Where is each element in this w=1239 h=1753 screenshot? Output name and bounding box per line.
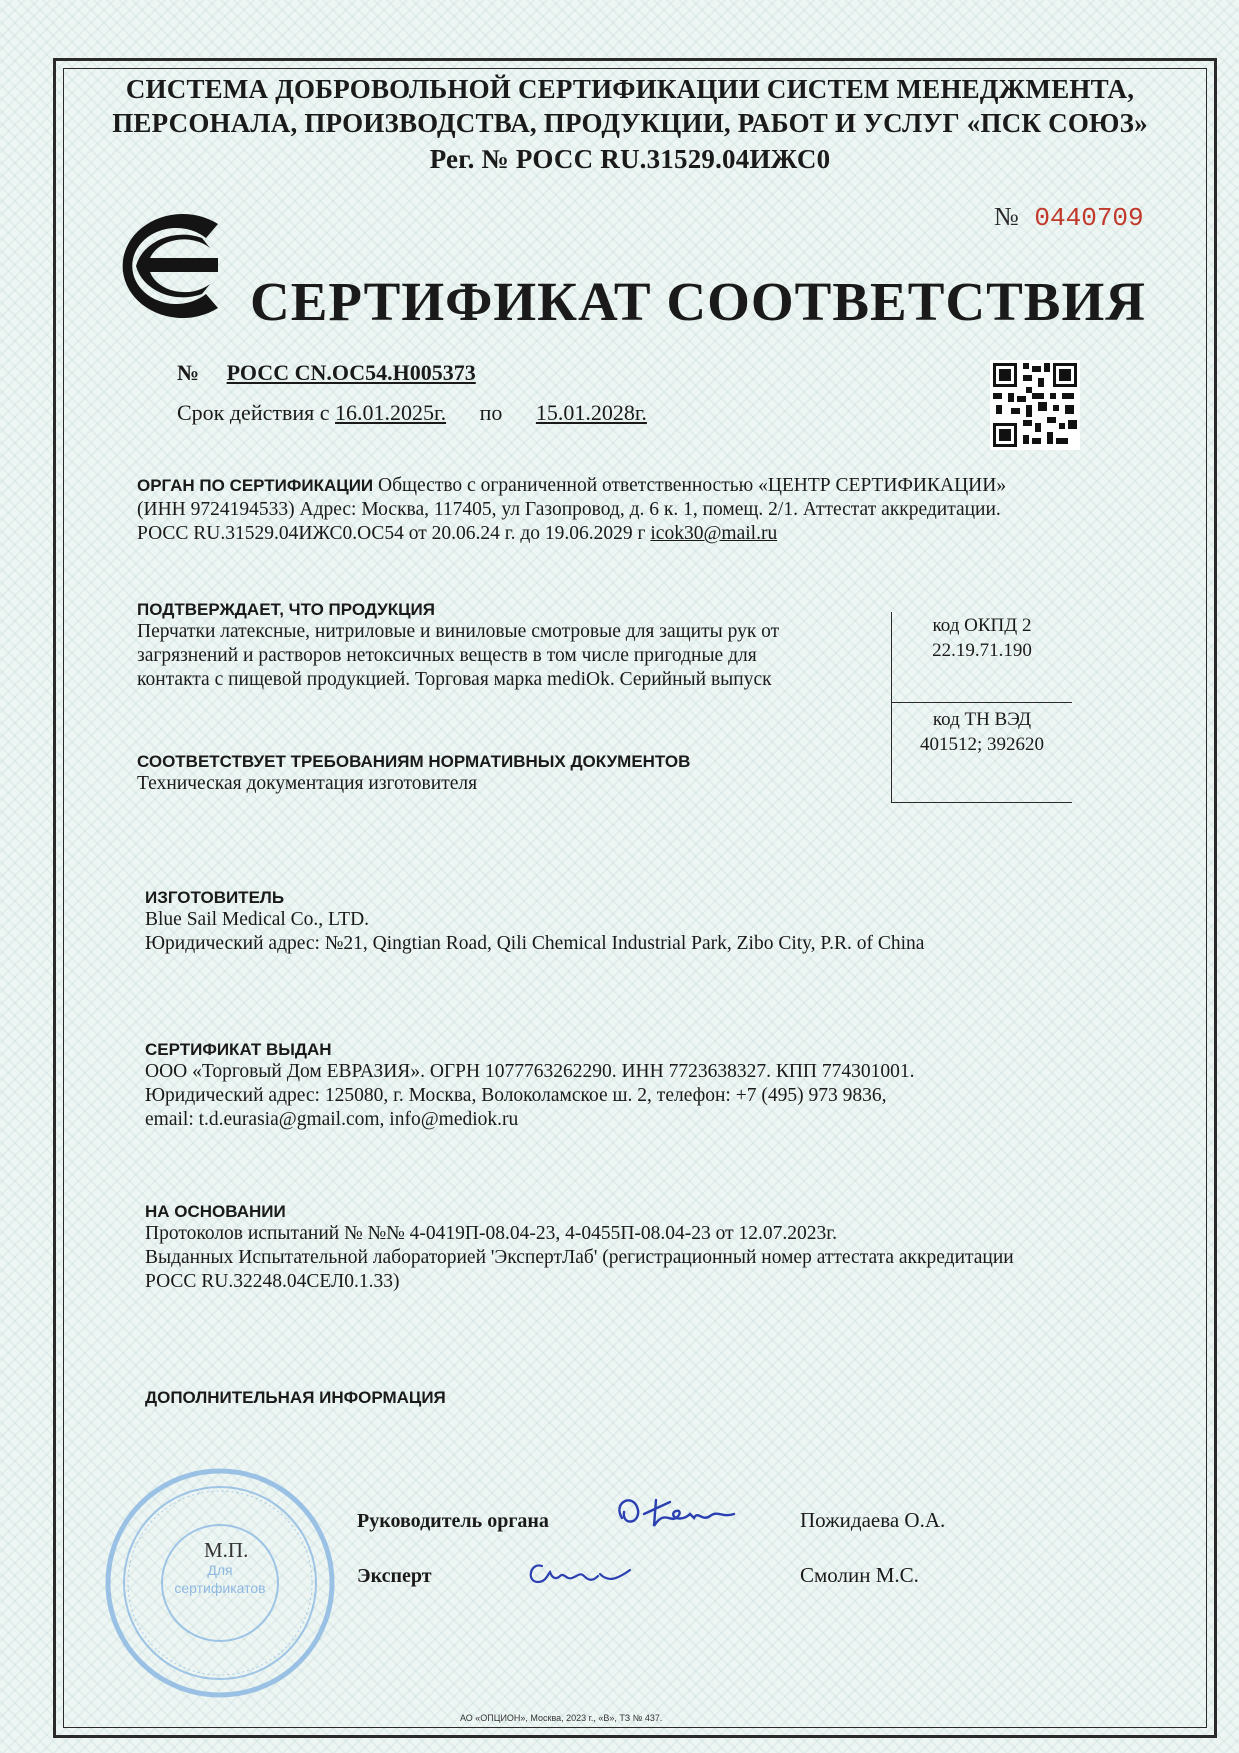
qr-code-icon[interactable] xyxy=(990,360,1080,450)
basis-section xyxy=(145,1202,1145,1294)
tnved-label: код ТН ВЭД xyxy=(932,709,1032,730)
seal-text-1: Для xyxy=(207,1562,233,1578)
certification-body-name: Общество с ограниченной ответственностью «ЦЕНТР СЕРТИФИКАЦИИ» xyxy=(378,475,1007,496)
expert-label: Эксперт xyxy=(357,1565,432,1587)
issued-to-line2: Юридический адрес: 125080, г. Москва, Волоколамское ш. 2, телефон: +7 (495) 973 9836, xyxy=(145,1085,887,1106)
issued-to-line1: ООО «Торговый Дом ЕВРАЗИЯ». ОГРН 1077763262290. ИНН 7723638327. КПП 774301001. xyxy=(145,1061,915,1082)
head-of-body-name: Пожидаева О.А. xyxy=(800,1508,946,1532)
registration-number: Рег. № РОСС RU.31529.04ИЖС0 xyxy=(429,144,831,174)
product-line2: загрязнений и растворов нетоксичных веществ в том числе пригодные для xyxy=(137,645,757,666)
certification-body-section xyxy=(137,474,1067,546)
valid-to: 15.01.2028г. xyxy=(535,400,647,425)
seal-mp-label: М.П. xyxy=(204,1538,249,1562)
product-section xyxy=(137,600,867,692)
certification-body-accreditation: РОСС RU.31529.04ИЖС0.ОС54 от 20.06.24 г. до 19.06.2029 г xyxy=(137,523,646,544)
manufacturer-section xyxy=(145,888,1075,956)
valid-from: 16.01.2025г. xyxy=(335,400,447,425)
blank-number xyxy=(994,202,1144,233)
expert-signature-icon xyxy=(520,1552,650,1594)
certification-body-address: (ИНН 9724194533) Адрес: Москва, 117405, ул Газопровод, д. 6 к. 1, помещ. 2/1. Аттестат аккредитации. xyxy=(137,499,1001,520)
basis-heading: НА ОСНОВАНИИ xyxy=(145,1202,286,1221)
certificate-number xyxy=(177,360,476,386)
stamp-seal-icon xyxy=(100,1463,340,1703)
expert-name: Смолин М.С. xyxy=(800,1563,919,1587)
basis-line2: Выданных Испытательной лабораторией 'ЭкспертЛаб' (регистрационный номер аттестата аккредитации xyxy=(145,1247,1014,1268)
okpd-value: 22.19.71.190 xyxy=(932,640,1032,661)
validity-prefix: Срок действия с xyxy=(177,400,330,425)
printer-footer: АО «ОПЦИОН», Москва, 2023 г., «В», ТЗ № 437. xyxy=(460,1713,663,1723)
manufacturer-name: Blue Sail Medical Co., LTD. xyxy=(145,909,370,930)
system-title-line1: СИСТЕМА ДОБРОВОЛЬНОЙ СЕРТИФИКАЦИИ СИСТЕМ МЕНЕДЖМЕНТА, xyxy=(125,74,1135,104)
certification-logo-icon xyxy=(98,210,234,322)
certification-body-email-link[interactable]: icok30@mail.ru xyxy=(650,523,778,544)
standards-heading: СООТВЕТСТВУЕТ ТРЕБОВАНИЯМ НОРМАТИВНЫХ ДОКУМЕНТОВ xyxy=(137,752,691,771)
product-line3: контакта с пищевой продукцией. Торговая марка mediOk. Серийный выпуск xyxy=(137,669,772,690)
issued-to-heading: СЕРТИФИКАТ ВЫДАН xyxy=(145,1040,332,1059)
certificate-number-label: № xyxy=(177,360,200,385)
issued-to-section xyxy=(145,1040,1075,1132)
additional-info-section xyxy=(145,1388,1075,1408)
issued-to-line3: email: t.d.eurasia@gmail.com, info@mediok.ru xyxy=(145,1109,519,1130)
document-title: СЕРТИФИКАТ СООТВЕТСТВИЯ xyxy=(250,271,1146,332)
standards-text: Техническая документация изготовителя xyxy=(137,773,478,794)
standards-section xyxy=(137,752,1067,796)
validity-separator: по xyxy=(479,400,503,425)
okpd-label: код ОКПД 2 xyxy=(932,615,1032,636)
manufacturer-address: Юридический адрес: №21, Qingtian Road, Qili Chemical Industrial Park, Zibo City, P.R. of China xyxy=(145,933,925,954)
product-line1: Перчатки латексные, нитриловые и виниловые смотровые для защиты рук от xyxy=(137,621,780,642)
tnved-value: 401512; 392620 xyxy=(919,734,1045,755)
manufacturer-heading: ИЗГОТОВИТЕЛЬ xyxy=(145,888,285,907)
certificate-number-value: РОСС CN.ОС54.Н005373 xyxy=(226,360,476,385)
system-title-line2: ПЕРСОНАЛА, ПРОИЗВОДСТВА, ПРОДУКЦИИ, РАБОТ И УСЛУГ «ПСК СОЮЗ» xyxy=(112,108,1148,138)
additional-info-heading: ДОПОЛНИТЕЛЬНАЯ ИНФОРМАЦИЯ xyxy=(145,1388,446,1407)
product-heading: ПОДТВЕРЖДАЕТ, ЧТО ПРОДУКЦИЯ xyxy=(137,600,435,619)
blank-number-value: 0440709 xyxy=(1034,203,1144,233)
head-of-body-label: Руководитель органа xyxy=(357,1510,549,1532)
codes-divider xyxy=(892,702,1072,703)
basis-line3: РОСС RU.32248.04СЕЛ0.1.33) xyxy=(145,1271,400,1292)
blank-number-label: № xyxy=(994,202,1019,231)
validity-period xyxy=(177,400,647,426)
seal-text-2: сертификатов xyxy=(174,1580,266,1596)
certification-body-heading: ОРГАН ПО СЕРТИФИКАЦИИ xyxy=(137,476,374,495)
head-signature-icon xyxy=(610,1488,750,1538)
basis-line1: Протоколов испытаний № №№ 4-0419П-08.04-23, 4-0455П-08.04-23 от 12.07.2023г. xyxy=(145,1223,837,1244)
